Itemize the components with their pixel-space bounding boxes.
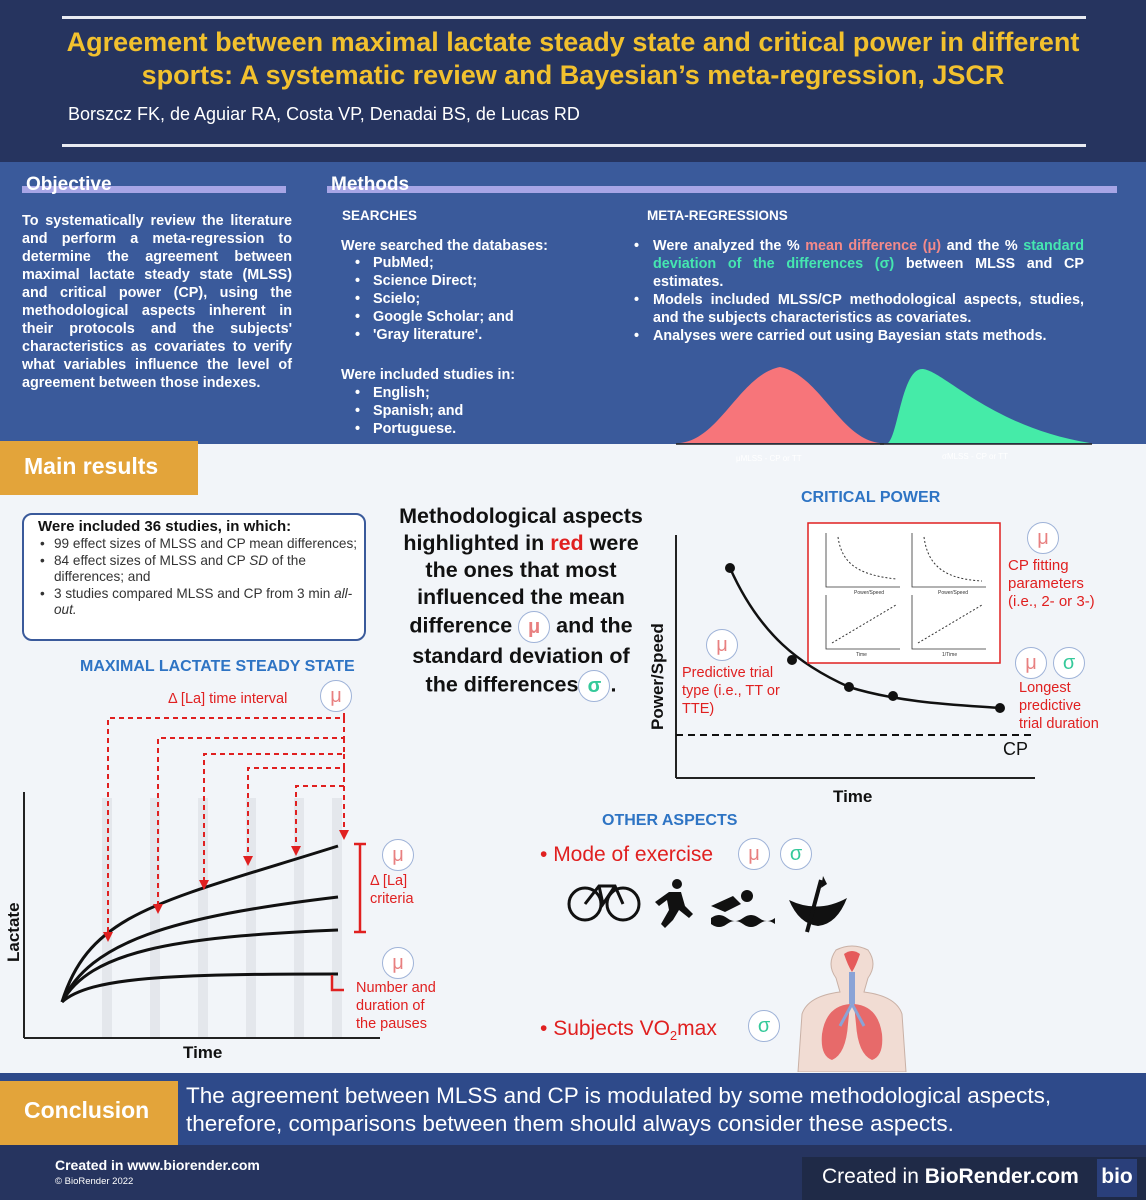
mlss-heading: MAXIMAL LACTATE STEADY STATE — [80, 658, 355, 675]
swimming-icon — [711, 890, 775, 927]
inset-label: Power/Speed — [854, 590, 885, 596]
vo2max-item: • Subjects $VO_2\max$ — [540, 1017, 717, 1044]
authors: Borszcz FK, de Aguiar RA, Costa VP, Denadai BS, de Lucas RD — [68, 104, 580, 124]
mu-distribution-shape — [680, 367, 880, 443]
sigma-symbol: σ — [578, 670, 610, 702]
conclusion-text: The agreement between MLSS and CP is modulated by some methodological aspects, therefore, comparisons between them should always consider these aspects. — [186, 1083, 1052, 1136]
biorender-logo-icon: bio — [1097, 1159, 1137, 1197]
inset-label: Power/Speed — [938, 590, 969, 596]
mu-distribution-label: μMLSS - CP or TT — [736, 454, 802, 463]
list-item: • Analyses were carried out using Bayesian stats methods. — [632, 327, 1084, 345]
included-studies-list — [38, 536, 358, 619]
posterior-distributions — [670, 355, 1100, 467]
list-item: • PubMed; — [341, 254, 514, 272]
sigma-symbol: σ — [780, 838, 812, 870]
list-item: • 84 effect sizes of MLSS and CP SD of the differences; and — [38, 553, 358, 586]
sigma-symbol: σ — [748, 1010, 780, 1042]
list-item: • 99 effect sizes of MLSS and CP mean differences; — [38, 536, 358, 553]
objective-heading: Objective — [26, 174, 112, 195]
mu-symbol: μ — [382, 839, 414, 871]
trial-type-label: Predictive trial type (i.e., TT or TTE) — [682, 665, 780, 717]
mlss-x-label: Time — [183, 1043, 223, 1062]
list-item: • Were analyzed the % mean difference (μ) and the % standard deviation of the differences (σ) between MLSS and CP estimates. — [632, 237, 1084, 291]
languages-intro: Were included studies in: — [341, 367, 516, 383]
meta-regressions-list — [632, 237, 1084, 345]
cp-x-label: Time — [833, 787, 873, 806]
cp-chart — [640, 515, 1060, 785]
canoeing-icon — [789, 876, 847, 932]
criteria-label: Δ [La] criteria — [370, 873, 414, 907]
cp-heading: CRITICAL POWER — [801, 489, 941, 506]
mode-of-exercise-item: • Mode of exercise — [540, 843, 714, 866]
red-word: red — [550, 531, 584, 555]
poster-title: Agreement between maximal lactate steady state and critical power in different sports: A systematic review and Bayesian’s meta-regression, JSCR — [66, 27, 1080, 90]
methods-heading: Methods — [331, 174, 410, 195]
mu-symbol: μ — [1027, 522, 1059, 554]
header-top-rule — [62, 16, 1086, 19]
list-item: • 'Gray literature'. — [341, 326, 514, 344]
cp-y-label: Power/Speed — [648, 623, 667, 730]
mu-symbol: μ — [1015, 647, 1047, 679]
cycling-icon — [569, 886, 639, 920]
running-icon — [655, 879, 693, 928]
mu-symbol: μ — [382, 947, 414, 979]
mlss-y-label: Lactate — [4, 902, 23, 962]
mu-symbol: μ — [518, 611, 550, 643]
databases-intro: Were searched the databases: — [341, 238, 548, 254]
sd-differences-term: standard deviation of the differences (σ) — [653, 238, 1084, 272]
mu-symbol: μ — [738, 838, 770, 870]
list-item: • English; — [341, 384, 463, 402]
list-item: • Models included MLSS/CP methodological aspects, studies, and the subjects characteristics as covariates. — [632, 291, 1084, 327]
included-studies-box — [22, 513, 366, 641]
objective-text: To systematically review the literature and perform a meta-regression to determine the agreement between maximal lactate steady state (MLSS) and critical power (CP), using the methodological aspects inherent in their protocols and the subjects' characteristics as covariates to verify what variables influence the level of agreement between those indexes. — [22, 213, 292, 391]
sport-icons — [565, 874, 855, 934]
sampling-bars — [102, 798, 342, 1038]
other-aspects-heading: OTHER ASPECTS — [602, 812, 738, 829]
mu-symbol: μ — [706, 629, 738, 661]
biorender-badge-text: Created in BioRender.com — [822, 1165, 1079, 1188]
sigma-distribution-label: σMLSS - CP or TT — [942, 452, 1008, 461]
header-bottom-rule — [62, 144, 1086, 147]
mlss-chart — [20, 712, 400, 1044]
mu-symbol: μ — [320, 680, 352, 712]
main-results-label: Main results — [0, 441, 198, 495]
list-item: • Spanish; and — [341, 402, 463, 420]
languages-list — [341, 384, 463, 438]
sigma-symbol: σ — [1053, 647, 1085, 679]
methodological-note: Methodological aspects highlighted in red were the ones that most influenced the mean difference μ and the standard deviation of the differences σ . — [395, 503, 647, 702]
sigma-distribution-shape — [888, 369, 1090, 443]
fitting-label: CP fitting parameters (i.e., 2- or 3-) — [1008, 557, 1095, 610]
conclusion-label: Conclusion — [0, 1081, 178, 1145]
meta-regressions-heading: META-REGRESSIONS — [647, 208, 788, 223]
inset-label: Time — [856, 652, 867, 658]
arrow-heads — [103, 830, 349, 942]
copyright: © BioRender 2022 — [55, 1176, 134, 1187]
list-item: • Portuguese. — [341, 420, 463, 438]
interval-label: Δ [La] time interval — [168, 691, 288, 707]
list-item: • Science Direct; — [341, 272, 514, 290]
longest-trial-label: Longest predictive trial duration — [1019, 680, 1099, 732]
included-studies-heading: Were included 36 studies, in which: — [38, 518, 292, 535]
list-item: • 3 studies compared MLSS and CP from 3 min all-out. — [38, 586, 358, 619]
databases-list — [341, 254, 514, 344]
cp-models-inset — [808, 523, 1000, 663]
mean-difference-term: mean difference (μ) — [805, 238, 942, 254]
pauses-label: Number and duration of the pauses — [356, 980, 436, 1032]
list-item: • Google Scholar; and — [341, 308, 514, 326]
methods-heading-bar — [327, 186, 1117, 193]
searches-heading: SEARCHES — [342, 208, 418, 223]
biorender-link[interactable]: Created in www.biorender.com — [55, 1157, 260, 1173]
list-item: • Scielo; — [341, 290, 514, 308]
inset-label: 1/Time — [942, 652, 958, 658]
cp-line-label: CP — [1003, 739, 1029, 759]
respiratory-system-icon — [796, 944, 908, 1072]
